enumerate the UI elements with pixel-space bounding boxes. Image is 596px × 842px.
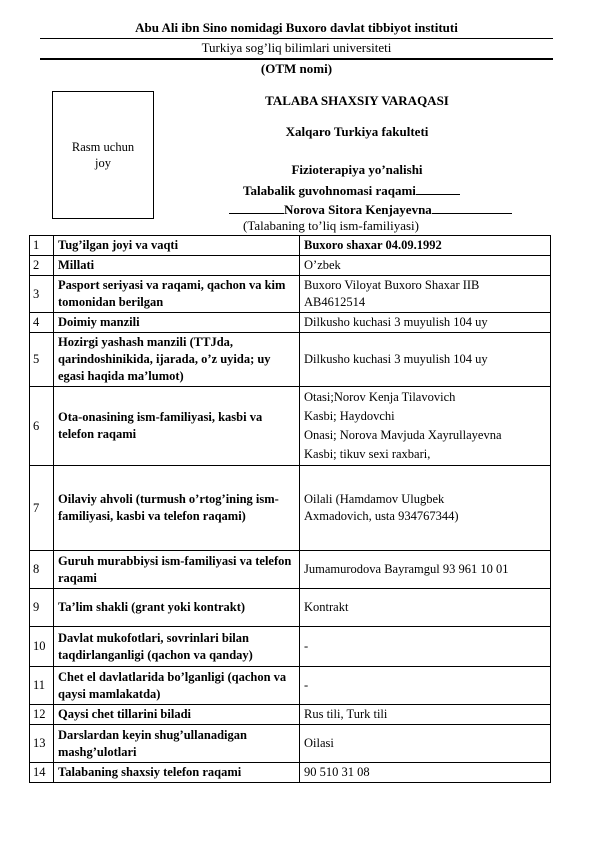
row-answer [300,667,551,705]
row-question: Hozirgi yashash manzili (TTJda, qarindoshinikida, ijarada, o’z uyida; uy egasi haqida ma’lumot) [54,333,300,387]
faculty-name: Xalqaro Turkiya fakulteti [285,124,429,139]
row-number: 12 [30,705,54,725]
row-answer [300,763,551,783]
table-row [30,705,551,725]
answer-line: Dilkusho kuchasi 3 muyulish 104 uy [304,352,488,366]
student-name-line [229,200,512,218]
row-question: Millati [54,256,300,276]
row-question: Ta’lim shakli (grant yoki kontrakt) [54,589,300,627]
table-row [30,466,551,551]
row-answer [300,725,551,763]
student-name-blank-left [229,200,284,214]
row-number: 8 [30,551,54,589]
otm-label: (OTM nomi) [260,61,333,76]
row-number: 6 [30,387,54,466]
row-number: 1 [30,236,54,256]
row-question: Guruh murabbiysi ism-familiyasi va telefon raqami [54,551,300,589]
table-row [30,763,551,783]
name-hint: (Talabaning to’liq ism-familiyasi) [243,218,419,233]
row-question: Qaysi chet tillarini biladi [54,705,300,725]
table-row [30,387,551,466]
row-number: 5 [30,333,54,387]
row-number: 14 [30,763,54,783]
row-question: Ota-onasining ism-familiyasi, kasbi va telefon raqami [54,387,300,466]
answer-line: Dilkusho kuchasi 3 muyulish 104 uy [304,315,488,329]
header-divider-1 [40,38,553,39]
row-number: 2 [30,256,54,276]
form-title: TALABA SHAXSIY VARAQASI [265,93,449,108]
answer-line: Kasbi; Haydovchi [304,409,395,423]
row-question: Tug’ilgan joyi va vaqti [54,236,300,256]
photo-placeholder [52,91,154,219]
row-question: Chet el davlatlarida bo’lganligi (qachon va qaysi mamlakatda) [54,667,300,705]
student-name-blank-right [432,200,512,214]
answer-line: Onasi; Norova Mavjuda Xayrullayevna [304,428,502,442]
answer-line: Oilasi [304,736,334,750]
answer-line: Jumamurodova Bayramgul 93 961 10 01 [304,562,509,576]
answer-line: Oilali (Hamdamov Ulugbek [304,492,445,506]
card-number-label: Talabalik guvohnomasi raqami [243,183,416,198]
row-answer [300,276,551,313]
row-question: Oilaviy ahvoli (turmush o’rtog’ining ism-familiyasi, kasbi va telefon raqami) [54,466,300,551]
table-row [30,627,551,667]
student-info-table [29,235,551,783]
answer-line: Buxoro Viloyat Buxoro Shaxar IIB [304,278,480,292]
table-row [30,333,551,387]
table-row [30,276,551,313]
row-answer [300,313,551,333]
table-row [30,256,551,276]
row-number: 10 [30,627,54,667]
row-question: Darslardan keyin shug’ullanadigan mashg’ulotlari [54,725,300,763]
direction-name: Fizioterapiya yo’nalishi [291,162,423,177]
table-row [30,589,551,627]
student-name: Norova Sitora Kenjayevna [284,202,432,217]
header-divider-2 [40,58,553,60]
answer-line: Axmadovich, usta 934767344) [304,509,459,523]
photo-label-line1: Rasm uchun [71,140,135,154]
table-row [30,551,551,589]
row-number: 4 [30,313,54,333]
table-row [30,236,551,256]
institution-name: Abu Ali ibn Sino nomidagi Buxoro davlat tibbiyot instituti [135,20,458,35]
answer-line: - [304,678,309,692]
card-number-line [243,181,460,199]
table-row [30,313,551,333]
answer-line: AB4612514 [304,295,366,309]
card-number-blank [416,181,460,195]
row-question: Pasport seriyasi va raqami, qachon va kim tomonidan berilgan [54,276,300,313]
row-answer [300,333,551,387]
table-row [30,725,551,763]
row-answer [300,627,551,667]
photo-label-line2: joy [95,156,111,170]
row-number: 3 [30,276,54,313]
row-answer [300,589,551,627]
answer-line: 90 510 31 08 [304,765,370,779]
row-answer [300,551,551,589]
answer-line: O’zbek [304,258,341,272]
row-answer [300,236,551,256]
row-number: 13 [30,725,54,763]
row-number: 7 [30,466,54,551]
row-answer [300,256,551,276]
row-answer [300,466,551,551]
row-answer [300,387,551,466]
table-body [30,236,551,783]
answer-line: Rus tili, Turk tili [304,707,388,721]
row-answer [300,705,551,725]
row-question: Doimiy manzili [54,313,300,333]
table-row [30,667,551,705]
row-number: 9 [30,589,54,627]
answer-line: Otasi;Norov Kenja Tilavovich [304,390,456,404]
answer-line: Kasbi; tikuv sexi raxbari, [304,447,431,461]
university-name: Turkiya sog’liq bilimlari universiteti [201,40,392,55]
answer-line: Kontrakt [304,600,349,614]
row-question: Talabaning shaxsiy telefon raqami [54,763,300,783]
answer-line: - [304,639,309,653]
row-number: 11 [30,667,54,705]
answer-line: Buxoro shaxar 04.09.1992 [304,238,442,252]
row-question: Davlat mukofotlari, sovrinlari bilan taqdirlanganligi (qachon va qanday) [54,627,300,667]
